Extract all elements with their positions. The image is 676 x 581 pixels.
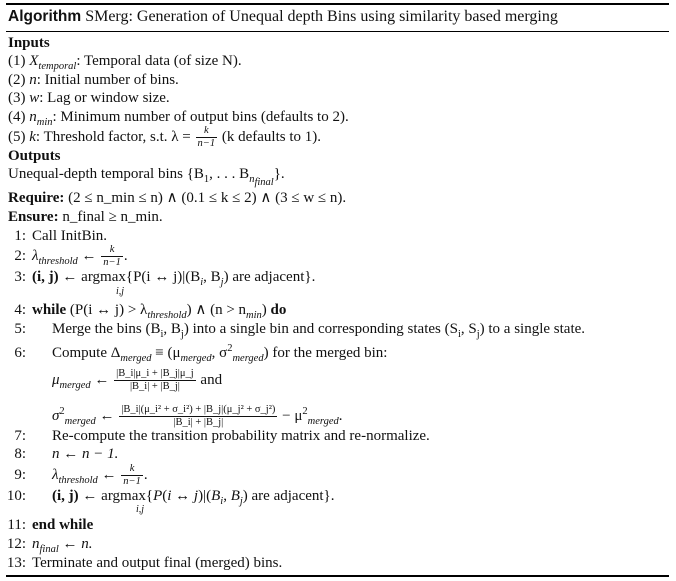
input-line: (1) $X_{temporal}$: Temporal data (of size N).	[8, 53, 242, 72]
step-11: 11: end while	[7, 517, 94, 533]
step-7: 7: Re-compute the transition probability matrix and re-normalize.	[14, 428, 430, 444]
step-12: 12: $n_{final}$ ← n.	[6, 536, 93, 555]
require-line: Require: (2 ≤ n_min ≤ n) ∧ (0.1 ≤ k ≤ 2) ∧ (3 ≤ w ≤ n).	[8, 190, 347, 206]
mu-formula: $\mu_{merged}$ ← $\frac{|B\_i|\mu\_i + |B\_j|\mu\_j}{|B\_i| + |B\_j|}$ and	[52, 368, 223, 392]
step-8: 8: n ← n − 1.	[14, 446, 119, 462]
algorithm-name: SMerg: Generation of Unequal depth Bins using similarity based merging	[85, 8, 558, 25]
algorithm-box	[6, 3, 669, 577]
algorithm-title	[8, 9, 558, 25]
title-rule	[6, 31, 669, 32]
sigma-formula: $\sigma^2_{merged}$ ← $\frac{\text{|B\_i|(μ\_i² + σ\_i²) + |B\_j|(μ\_j² + σ\_j²)}}{|B\_i| + |B\_j|}$ − $\mu^2_{merged}$.	[52, 404, 343, 428]
step-4: 4: while (P(i ↔ $j) > \lambda_{threshold}$) ∧ $(n > n_{min})$ do	[14, 302, 287, 321]
step-6: 6: Compute $\Delta_{merged} \equiv (\mu_{merged}$, $\sigma^2_{merged}$) for the merged bin:	[14, 343, 388, 364]
step-5: 5: Merge the bins ($B_i$, $B_j$) into a single bin and corresponding states ($S_i$, $S_j$) to a single state.	[14, 321, 586, 340]
input-line: (3) w: Lag or window size.	[8, 90, 170, 106]
top-rule	[6, 3, 669, 5]
input-line: (2) n: Initial number of bins.	[8, 72, 179, 88]
lambda-fraction: $\frac{k}{n-1}$	[197, 125, 216, 149]
input-line: (5) k: Threshold factor, s.t. λ = $\frac{k}{n-1}$ (k defaults to 1).	[8, 125, 321, 149]
step-2: 2: $\lambda_{threshold}$ ← $\frac{k}{n-1}$ .	[14, 244, 128, 268]
input-line: (4) $n_{min}$: Minimum number of output bins (defaults to 2).	[8, 109, 349, 128]
algorithm-label: Algorithm	[8, 8, 82, 25]
bottom-rule	[6, 575, 669, 577]
step-1: 1: Call InitBin.	[14, 228, 107, 244]
step-3: 3: (i, j) ← argmax{P(i ↔ $j)|(B_i$, $B_j$) are adjacent}.	[14, 269, 316, 288]
step-10: 10: (i, j) ← argmax{P(i ↔ $j)|(B_i$, $B_j$) are adjacent}.	[6, 488, 335, 507]
outputs-line: Unequal-depth temporal bins {$B_1$, . . . $B_{n_{final}}$}.	[8, 166, 285, 189]
outputs-heading: Outputs	[8, 148, 61, 164]
inputs-heading: Inputs	[8, 35, 50, 51]
step-13: 13: Terminate and output final (merged) bins.	[6, 555, 283, 571]
argmax-subscript: i,j	[116, 286, 125, 297]
ensure-line: Ensure: n_final ≥ n_min.	[8, 209, 163, 225]
step-9: 9: $\lambda_{threshold}$ ← $\frac{k}{n-1}$ .	[14, 463, 148, 487]
argmax-subscript-2: i,j	[136, 504, 145, 515]
